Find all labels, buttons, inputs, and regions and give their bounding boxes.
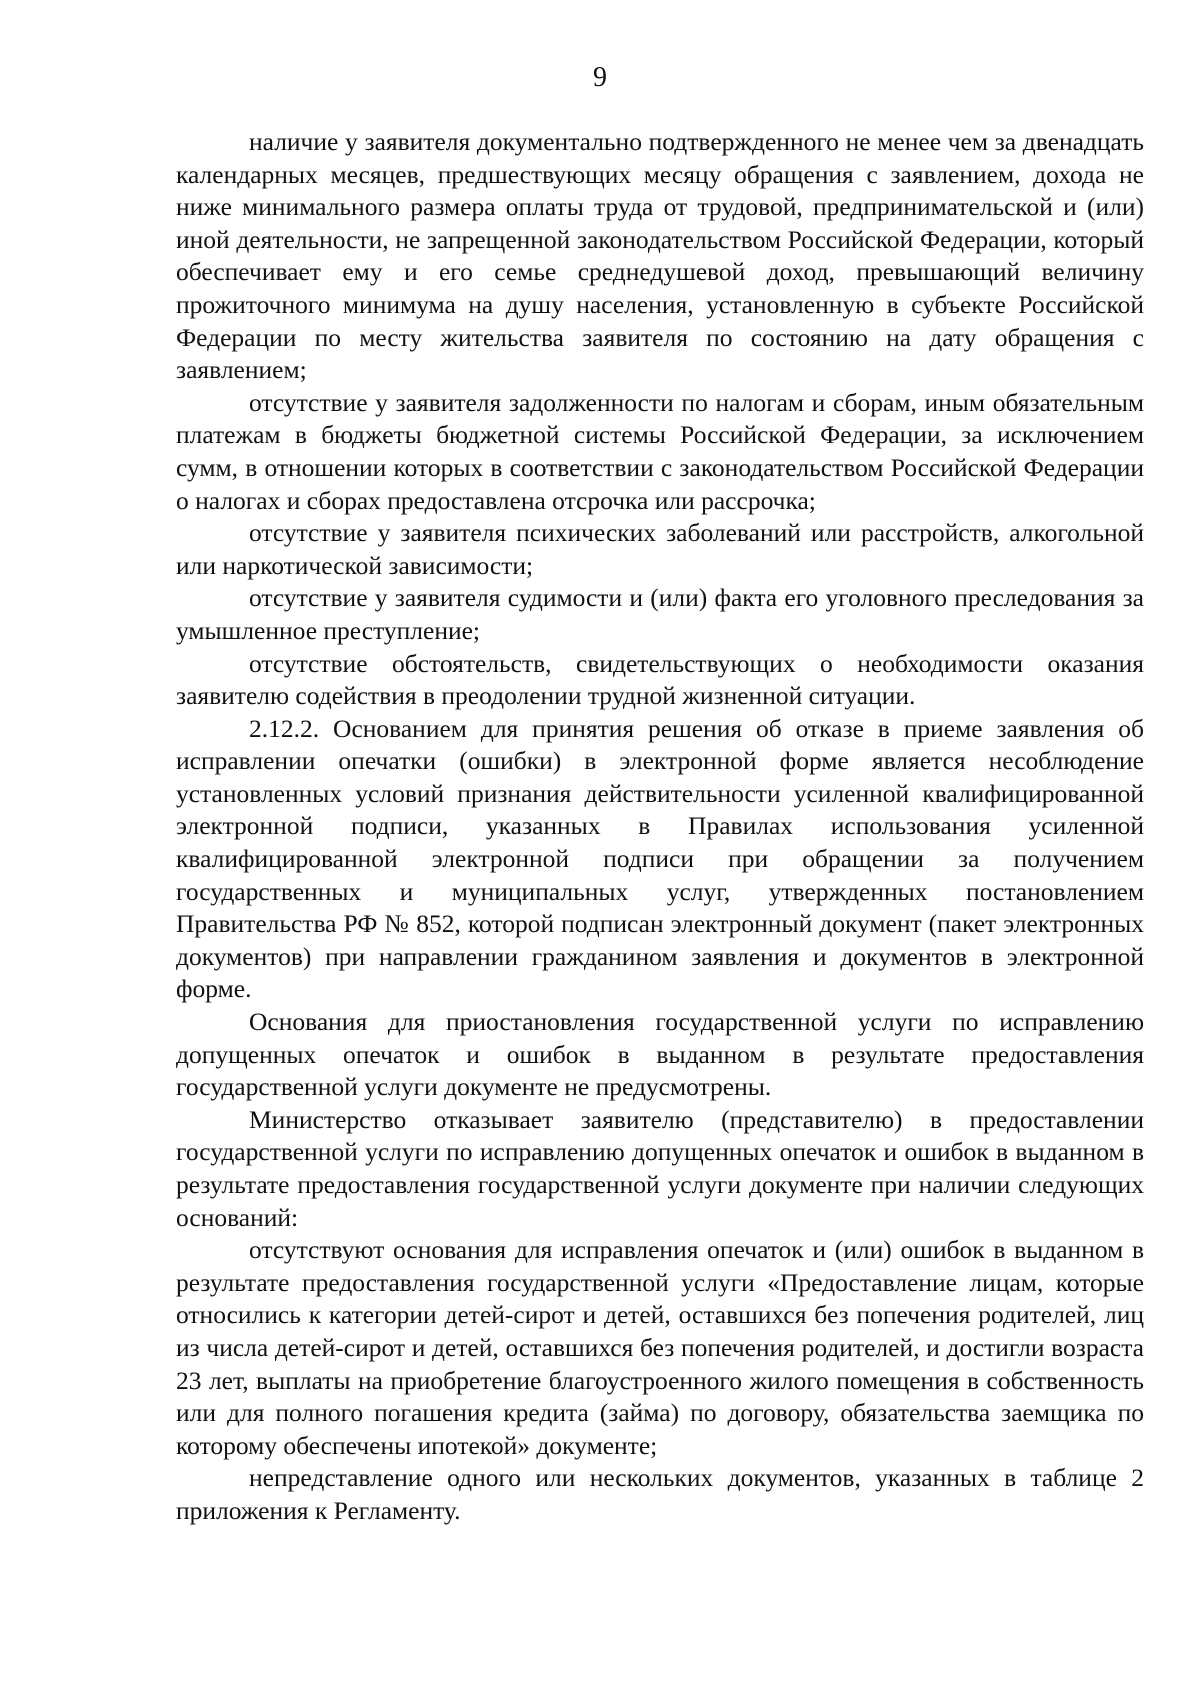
paragraph-missing-documents: непредставление одного или нескольких документов, указанных в таблице 2 приложения к Регламенту. xyxy=(176,1463,1144,1525)
document-body xyxy=(176,126,1144,1528)
paragraph-tax-debt: отсутствие у заявителя задолженности по налогам и сборам, иным обязательным платежам в бюджеты бюджетной системы Российской Федерации, за исключением сумм, в отношении которых в соответствии с законодательством Российской Федерации о налогах и сборах предоставлена отсрочка или рассрочка; xyxy=(176,387,1144,515)
paragraph-criminal-record: отсутствие у заявителя судимости и (или) факта его уголовного преследования за умышленное преступление; xyxy=(176,583,1144,645)
paragraph-suspension-grounds: Основания для приостановления государственной услуги по исправлению допущенных опечаток и ошибок в выданном в результате предоставления государственной услуги документе не предусмотрены. xyxy=(176,1007,1144,1102)
page-number: 9 xyxy=(593,62,607,93)
paragraph-2-12-2: 2.12.2. Основанием для принятия решения об отказе в приеме заявления об исправлении опечатки (ошибки) в электронной форме является несоблюдение установленных условий признания действительности усиленной квалифицированной электронной подписи, указанных в Правилах использования усиленной квалифицированной электронной подписи при обращении за получением государственных и муниципальных услуг, утвержденных постановлением Правительства РФ № 852, которой подписан электронный документ (пакет электронных документов) при направлении гражданином заявления и документов в электронной форме. xyxy=(176,713,1144,1004)
paragraph-income: наличие у заявителя документально подтвержденного не менее чем за двенадцать календарных месяцев, предшествующих месяцу обращения с заявлением, дохода не ниже минимального размера оплаты труда от трудовой, предпринимательской и (или) иной деятельности, не запрещенной законодательством Российской Федерации, который обеспечивает ему и его семье среднедушевой доход, превышающий величину прожиточного минимума на душу населения, установленную в субъекте Российской Федерации по месту жительства заявителя по состоянию на дату обращения с заявлением; xyxy=(176,127,1144,385)
paragraph-ministry-refusal: Министерство отказывает заявителю (представителю) в предоставлении государственной услуги по исправлению допущенных опечаток и ошибок в выданном в результате предоставления государственной услуги документе при наличии следующих оснований: xyxy=(176,1104,1144,1232)
paragraph-no-grounds: отсутствуют основания для исправления опечаток и (или) ошибок в выданном в результате предоставления государственной услуги «Предоставление лицам, которые относились к категории детей-сирот и детей, оставшихся без попечения родителей, лиц из числа детей-сирот и детей, оставшихся без попечения родителей, и достигли возраста 23 лет, выплаты на приобретение благоустроенного жилого помещения в собственность или для полного погашения кредита (займа) по договору, обязательства заемщика по которому обеспечены ипотекой» документе; xyxy=(176,1235,1144,1460)
paragraph-mental-health: отсутствие у заявителя психических заболеваний или расстройств, алкогольной или наркотической зависимости; xyxy=(176,518,1144,580)
paragraph-life-situation: отсутствие обстоятельств, свидетельствующих о необходимости оказания заявителю содействия в преодолении трудной жизненной ситуации. xyxy=(176,648,1144,711)
